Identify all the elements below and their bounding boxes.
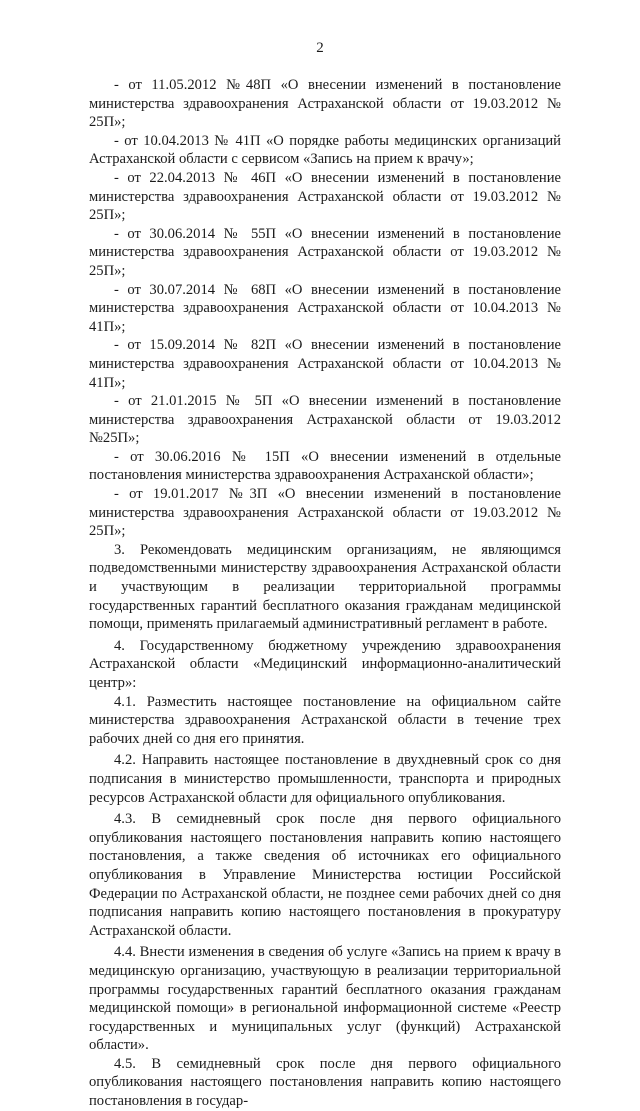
list-item: - от 21.01.2015 № 5П «О внесении изменений в постановление министерства здравоохранения Астраханской области от 19.03.2012 №25П»; [89, 393, 561, 447]
list-item: - от 19.01.2017 №3П «О внесении изменений в постановление министерства здравоохранения Астраханской области от 19.03.2012 № 25П»; [89, 486, 561, 540]
paragraph-3: 3. Рекомендовать медицинским организациям, не являющимся подведомственными министерству здравоохранения Астраханской области и участвующим в реализации территориальной программы государственных гарантий бесплатного оказания гражданам медицинской помощи, применять прилагаемый административный регламент в работе. [89, 541, 561, 633]
paragraph-4-2: 4.2. Направить настоящее постановление в двухдневный срок со дня подписания в министерство промышленности, транспорта и природных ресурсов Астраханской области для официального опубликования. [89, 752, 561, 806]
paragraph-4-5: 4.5. В семидневный срок после дня первого официального опубликования настоящего постановления направить копию настоящего постановления в государ- [89, 1055, 561, 1110]
list-item: - от 22.04.2013 № 46П «О внесении изменений в постановление министерства здравоохранения Астраханской области от 19.03.2012 № 25П»; [89, 169, 561, 224]
paragraph-4: 4. Государственному бюджетному учреждению здравоохранения Астраханской области «Медицинский информационно-аналитический центр»: [89, 637, 561, 691]
paragraph-4-1: 4.1. Разместить настоящее постановление на официальном сайте министерства здравоохранения Астраханской области в течение трех рабочих дней со дня его принятия. [89, 693, 561, 747]
list-item: - от 30.07.2014 № 68П «О внесении изменений в постановление министерства здравоохранения Астраханской области от 10.04.2013 № 41П»; [89, 281, 561, 335]
page-number: 2 [316, 40, 324, 56]
paragraph-4-3: 4.3. В семидневный срок после дня первого официального опубликования настоящего постановления направить копию настоящего постановления, а также сведения об источниках его официального опубликования в Управление Министерства юстиции Российской Федерации по Астраханской области, не позднее семи рабочих дней со дня подписания направить копию настоящего постановления в прокуратуру Астраханской области. [89, 811, 561, 939]
list-item: - от 11.05.2012 №48П «О внесении изменений в постановление министерства здравоохранения Астраханской области от 19.03.2012 № 25П»; [89, 77, 561, 131]
document-body [89, 76, 561, 1111]
list-item: - от 30.06.2014 № 55П «О внесении изменений в постановление министерства здравоохранения Астраханской области от 19.03.2012 № 25П»; [89, 225, 561, 279]
list-item: - от 30.06.2016 № 15П «О внесении изменений в отдельные постановления министерства здравоохранения Астраханской области»; [89, 448, 561, 484]
paragraph-4-4: 4.4. Внести изменения в сведения об услуге «Запись на прием к врачу в медицинскую организацию, участвующую в реализации территориальной программы государственных гарантий бесплатного оказания гражданам медицинской помощи» в региональной информационной системе «Реестр государственных и муниципальных услуг (функций) Астраханской области». [89, 944, 561, 1054]
list-item: - от 10.04.2013 № 41П «О порядке работы медицинских организаций Астраханской области с сервисом «Запись на прием к врачу»; [89, 132, 561, 168]
list-item: - от 15.09.2014 № 82П «О внесении изменений в постановление министерства здравоохранения Астраханской области от 10.04.2013 № 41П»; [89, 337, 561, 391]
